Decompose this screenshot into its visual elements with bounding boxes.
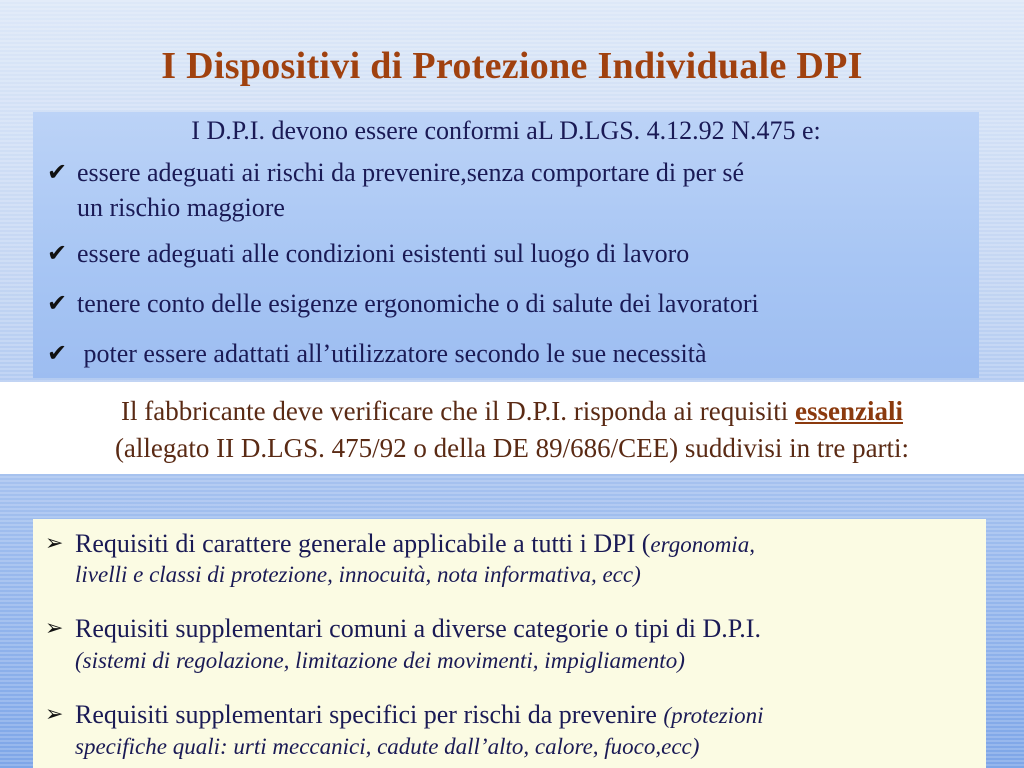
checkmark-icon: ✔ [47,158,68,186]
arrow-bullet-icon: ➢ [45,702,64,727]
manufacturer-statement-line1: Il fabbricante deve verificare che il D.P.I. risponda ai requisiti essenziali [121,396,903,426]
checkmark-icon: ✔ [47,339,68,367]
conformity-panel: I D.P.I. devono essere conformi aL D.LGS. 4.12.92 N.475 e: ✔ essere adeguati ai rischi da prevenire,senza comportare di per sé un rischio maggiore ✔ essere adeguati alle condizioni esistenti sul luogo di lavoro ✔ tenere conto delle esigenze ergonomiche o di salute dei lavoratori ✔ poter essere adattati all’utilizzatore secondo le sue necessità [33,112,979,378]
requirements-panel: ➢ Requisiti di carattere generale applicabile a tutti i DPI (ergonomia, livelli e classi di protezione, innocuità, nota informativa, ecc) ➢ Requisiti supplementari comuni a diverse categorie o tipi di D.P.I. (sistemi di regolazione, limitazione dei movimenti, impigliamento) ➢ Requisiti supplementari specifici per rischi da prevenire (protezioni specifiche quali: urti meccanici, cadute dall’alto, calore, fuoco,ecc) [33,519,986,768]
checkmark-icon: ✔ [47,289,68,317]
arrow-bullet-icon: ➢ [45,616,64,641]
slide-title: I Dispositivi di Protezione Individuale DPI [161,45,863,87]
arrow-bullet-icon: ➢ [45,531,64,556]
conformity-heading: I D.P.I. devono essere conformi aL D.LGS. 4.12.92 N.475 e: [191,116,821,145]
essential-emphasis: essenziali [795,396,903,426]
manufacturer-statement-line2: (allegato II D.LGS. 475/92 o della DE 89/686/CEE) suddivisi in tre parti: [114,433,910,463]
manufacturer-statement [0,382,1024,474]
checkmark-icon: ✔ [47,239,68,267]
